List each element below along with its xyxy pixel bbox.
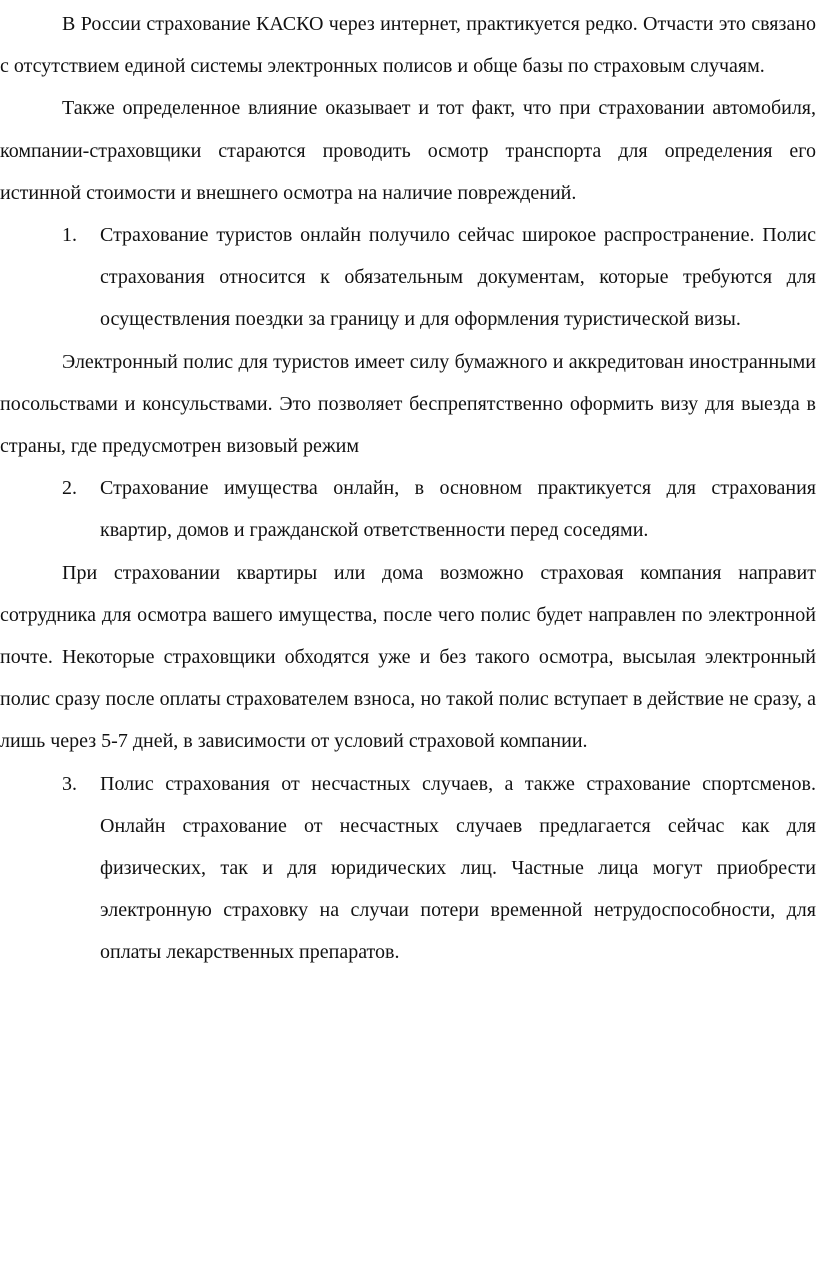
paragraph-electronic-policy: Электронный полис для туристов имеет силу бумажного и аккредитован иностранными посольствами и консульствами. Это позволяет беспрепятственно оформить визу для выезда в страны, где предусмотрен визовый режим <box>0 350 816 458</box>
list-item-text: Страхование туристов онлайн получило сейчас широкое распространение. Полис страхования относится к обязательным документам, которые требуются для осуществления поездки за границу и для оформления туристической визы. <box>100 224 816 331</box>
list-item-property-insurance <box>0 467 816 551</box>
list-item-text: Полис страхования от несчастных случаев, а также страхование спортсменов. Онлайн страхование от несчастных случаев предлагается сейчас как для физических, так и для юридических лиц. Частные лица могут приобрести электронную страховку на случаи потери временной нетрудоспособности, для оплаты лекарственных препаратов. <box>100 772 816 964</box>
list-number: 3. <box>62 772 77 795</box>
list-number: 1. <box>62 224 77 247</box>
paragraph-kasko: В России страхование КАСКО через интернет, практикуется редко. Отчасти это связано с отсутствием единой системы электронных полисов и обще базы по страховым случаям. <box>0 13 816 78</box>
paragraph-apartment-insurance: При страховании квартиры или дома возможно страховая компания направит сотрудника для осмотра вашего имущества, после чего полис будет направлен по электронной почте. Некоторые страховщики обходятся уже и без такого осмотра, высылая электронный полис сразу после оплаты страхователем взноса, но такой полис вступает в действие не сразу, а лишь через 5-7 дней, в зависимости от условий страховой компании. <box>0 561 816 753</box>
paragraph-vehicle-inspection: Также определенное влияние оказывает и тот факт, что при страховании автомобиля, компании-страховщики стараются проводить осмотр транспорта для определения его истинной стоимости и внешнего осмотра на наличие повреждений. <box>0 97 816 204</box>
list-number: 2. <box>62 477 77 500</box>
list-item-accident-insurance <box>0 763 816 974</box>
list-item-text: Страхование имущества онлайн, в основном практикуется для страхования квартир, домов и гражданской ответственности перед соседями. <box>100 477 816 542</box>
list-item-tourist-insurance <box>0 214 816 341</box>
